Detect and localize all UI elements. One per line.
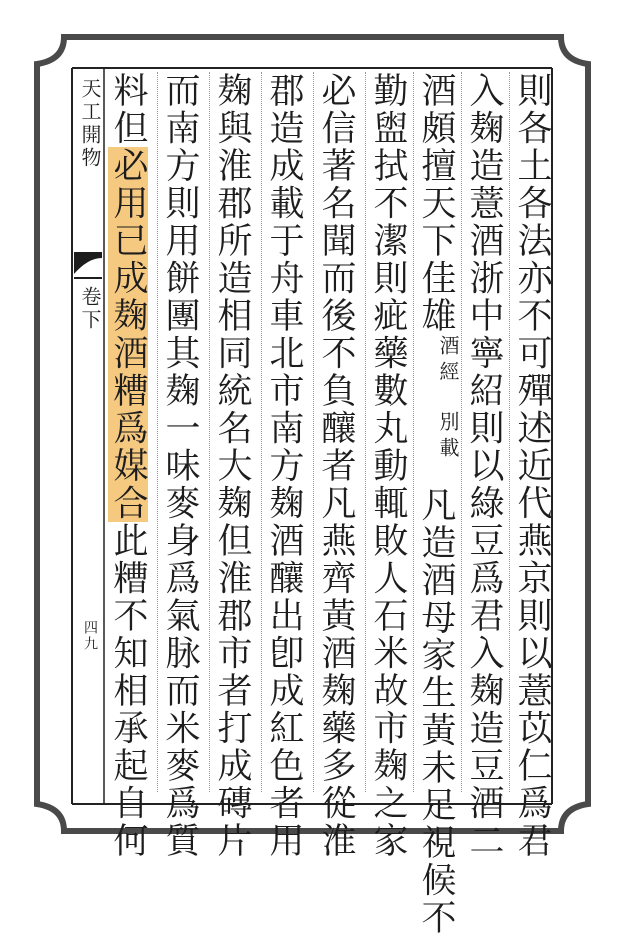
inline-note-right: 別載: [436, 410, 460, 463]
text-column-3: [414, 72, 460, 937]
text-column-8: 而南方則用餅團其麹一味麥身爲氣脉而米麥爲質: [160, 72, 200, 860]
text-column-3-main: 酒頗擅天下佳雄: [416, 72, 456, 335]
text-column-7: 麹與淮郡所造相同統名大麹但淮郡市者打成磚片: [212, 72, 252, 860]
highlighted-phrase: 必用已成麹酒糟爲媒合: [108, 147, 148, 522]
juan-label: 卷下: [78, 286, 102, 332]
inline-note-left: 酒經: [436, 334, 460, 387]
inline-note: [437, 335, 458, 487]
text-column-1: 則各土各法亦不可殫述近代燕京則以薏苡仁爲君: [512, 72, 552, 860]
text-column-3-rest: 凡造酒母家生黃未足視候不: [416, 486, 456, 937]
page-number: 四九: [82, 620, 98, 652]
text-column-4: 勤盥拭不潔則疵藥數丸動輒敗人石米故市麹之家: [368, 72, 408, 860]
text-column-9-start: 料但: [108, 72, 148, 147]
text-column-9: [106, 72, 150, 860]
text-column-2: 入麹造薏酒浙中寧紹則以綠豆爲君入麹造豆酒二: [464, 72, 504, 860]
book-title: 天工開物: [78, 78, 102, 170]
text-column-6: 郡造成載于舟車北市南方麹酒釀出卽成紅色者用: [264, 72, 304, 860]
fish-tail-ornament-icon: [72, 248, 104, 284]
text-column-9-end: 此糟不知相承起自何: [108, 522, 148, 860]
text-column-5: 必信著名聞而後不負釀者凡燕齊黃酒麹藥多從淮: [316, 72, 356, 860]
